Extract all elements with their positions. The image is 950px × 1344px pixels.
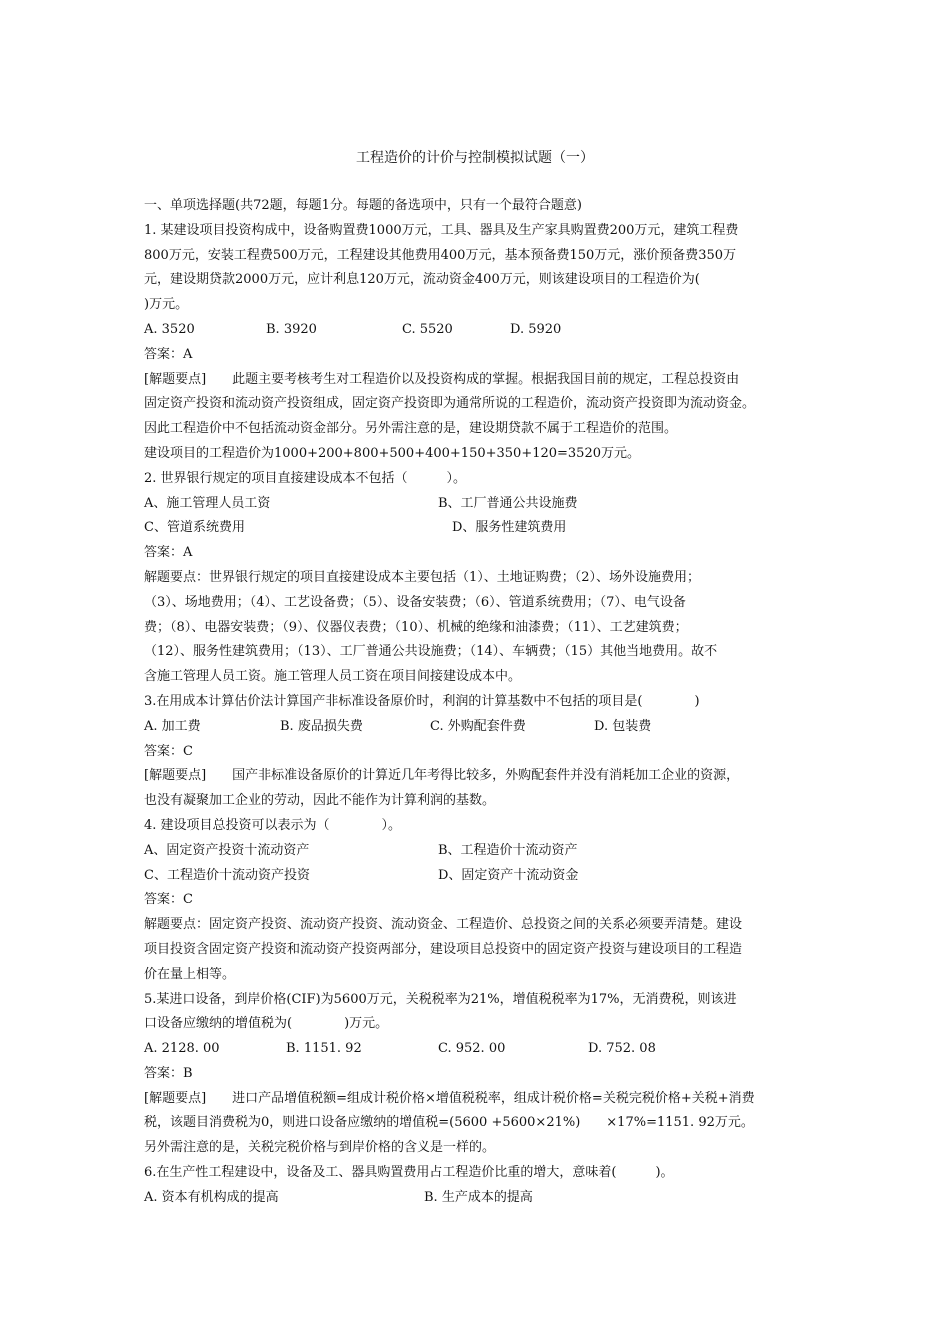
question-stem-line: 4. 建设项目总投资可以表示为（ ）。	[144, 817, 402, 833]
question-stem-line: 2. 世界银行规定的项目直接建设成本不包括（ ）。	[144, 470, 467, 486]
option-b: B. 1151. 92	[286, 1041, 362, 1057]
options-row	[144, 839, 824, 864]
option-d: D. 5920	[510, 321, 562, 337]
option-b: B. 生产成本的提高	[424, 1189, 533, 1205]
option-b: B. 废品损失费	[280, 718, 363, 734]
analysis-line: 另外需注意的是，关税完税价格与到岸价格的含义是一样的。	[144, 1140, 496, 1156]
analysis-line: 税，该题目消费税为0，则进口设备应缴纳的增值税=(5600 +5600×21%) ×17%=1151. 92万元。	[144, 1115, 754, 1131]
option-a: A. 资本有机构成的提高	[144, 1189, 279, 1205]
analysis-line: 固定资产投资和流动资产投资组成，固定资产投资即为通常所说的工程造价，流动资产投资即为流动资金。	[144, 396, 756, 412]
analysis-line: 解题要点：固定资产投资、流动资产投资、流动资金、工程造价、总投资之间的关系必须要弄清楚。建设	[144, 917, 743, 933]
option-d: D. 包装费	[594, 718, 652, 734]
option-c: C、工程造价十流动资产投资	[144, 867, 310, 883]
question-1	[144, 219, 824, 467]
analysis-line: （3）、场地费用；（4）、工艺设备费；（5）、设备安装费；（6）、管道系统费用；（7）、电气设备	[144, 594, 686, 610]
answer: 答案：A	[144, 346, 193, 362]
answer: 答案：C	[144, 892, 193, 908]
section-heading: 一、单项选择题(共72题，每题1分。每题的备选项中，只有一个最符合题意)	[144, 198, 582, 213]
option-c: C、管道系统费用	[144, 520, 245, 536]
analysis-line: 费；（8）、电器安装费；（9）、仪器仪表费；（10）、机械的绝缘和油漆费；（11）、工艺建筑费；	[144, 619, 688, 635]
option-a: A、固定资产投资十流动资产	[144, 842, 310, 858]
analysis-line: 建设项目的工程造价为1000+200+800+500+400+150+350+120=3520万元。	[144, 445, 640, 461]
option-b: B、工厂普通公共设施费	[438, 495, 578, 511]
analysis-line: 解题要点：世界银行规定的项目直接建设成本主要包括（1）、土地证购费；（2）、场外设施费用；	[144, 569, 701, 585]
option-a: A. 2128. 00	[144, 1041, 220, 1057]
options-row	[144, 318, 824, 343]
options-row	[144, 1186, 824, 1211]
document-body	[144, 194, 824, 1211]
answer: 答案：B	[144, 1065, 193, 1081]
analysis-line: 也没有凝聚加工企业的劳动，因此不能作为计算利润的基数。	[144, 793, 496, 809]
option-d: D. 752. 08	[588, 1041, 656, 1057]
analysis-line: 价在量上相等。	[144, 966, 236, 982]
question-stem-line: 5.某进口设备，到岸价格(CIF)为5600万元，关税税率为21%，增值税税率为17%，无消费税，则该进	[144, 991, 737, 1007]
analysis-line: [解题要点] 此题主要考核考生对工程造价以及投资构成的掌握。根据我国目前的规定，工程总投资由	[144, 371, 740, 387]
options-row	[144, 864, 824, 889]
option-d: D、固定资产十流动资金	[438, 867, 579, 883]
question-stem-line: 口设备应缴纳的增值税为( )万元。	[144, 1016, 389, 1032]
option-b: B. 3920	[266, 321, 317, 337]
question-stem-line: 800万元，安装工程费500万元，工程建设其他费用400万元，基本预备费150万元，涨价预备费350万	[144, 247, 737, 263]
question-stem-line: 3.在用成本计算估价法计算国产非标准设备原价时，利润的计算基数中不包括的项目是( )	[144, 693, 700, 709]
analysis-line: [解题要点] 进口产品增值税额=组成计税价格×增值税税率，组成计税价格=关税完税价格+关税+消费	[144, 1090, 755, 1106]
analysis-line: 含施工管理人员工资。施工管理人员工资在项目间接建设成本中。	[144, 669, 522, 685]
options-row	[144, 715, 824, 740]
question-stem-line: 6.在生产性工程建设中，设备及工、器具购置费用占工程造价比重的增大，意味着( )。	[144, 1165, 674, 1181]
options-row	[144, 516, 824, 541]
question-stem-line: 1. 某建设项目投资构成中，设备购置费1000万元，工具、器具及生产家具购置费200万元，建筑工程费	[144, 222, 739, 238]
answer: 答案：C	[144, 743, 193, 759]
question-5	[144, 988, 824, 1162]
analysis-line: （12）、服务性建筑费用；（13）、工厂普通公共设施费；（14）、车辆费；（15）其他当地费用。故不	[144, 644, 718, 660]
option-a: A、施工管理人员工资	[144, 495, 271, 511]
options-row	[144, 492, 824, 517]
option-d: D、服务性建筑费用	[452, 520, 567, 536]
option-b: B、工程造价十流动资产	[438, 842, 578, 858]
document-title: 工程造价的计价与控制模拟试题（一）	[356, 150, 594, 166]
question-stem-line: )万元。	[144, 297, 189, 313]
question-stem-line: 元，建设期贷款2000万元，应计利息120万元，流动资金400万元，则该建设项目的工程造价为(	[144, 272, 700, 288]
answer: 答案：A	[144, 545, 193, 561]
question-6	[144, 1161, 824, 1211]
option-c: C. 952. 00	[438, 1041, 506, 1057]
option-c: C. 外购配套件费	[430, 718, 526, 734]
option-a: A. 加工费	[144, 718, 201, 734]
analysis-line: 因此工程造价中不包括流动资金部分。另外需注意的是，建设期贷款不属于工程造价的范围。	[144, 421, 678, 437]
option-a: A. 3520	[144, 321, 195, 337]
question-4	[144, 814, 824, 988]
question-3	[144, 690, 824, 814]
options-row	[144, 1037, 824, 1062]
question-2	[144, 467, 824, 690]
analysis-line: [解题要点] 国产非标准设备原价的计算近几年考得比较多，外购配套件并没有消耗加工企业的资源，	[144, 768, 740, 784]
option-c: C. 5520	[402, 321, 453, 337]
analysis-line: 项目投资含固定资产投资和流动资产投资两部分，建设项目总投资中的固定资产投资与建设项目的工程造	[144, 941, 743, 957]
